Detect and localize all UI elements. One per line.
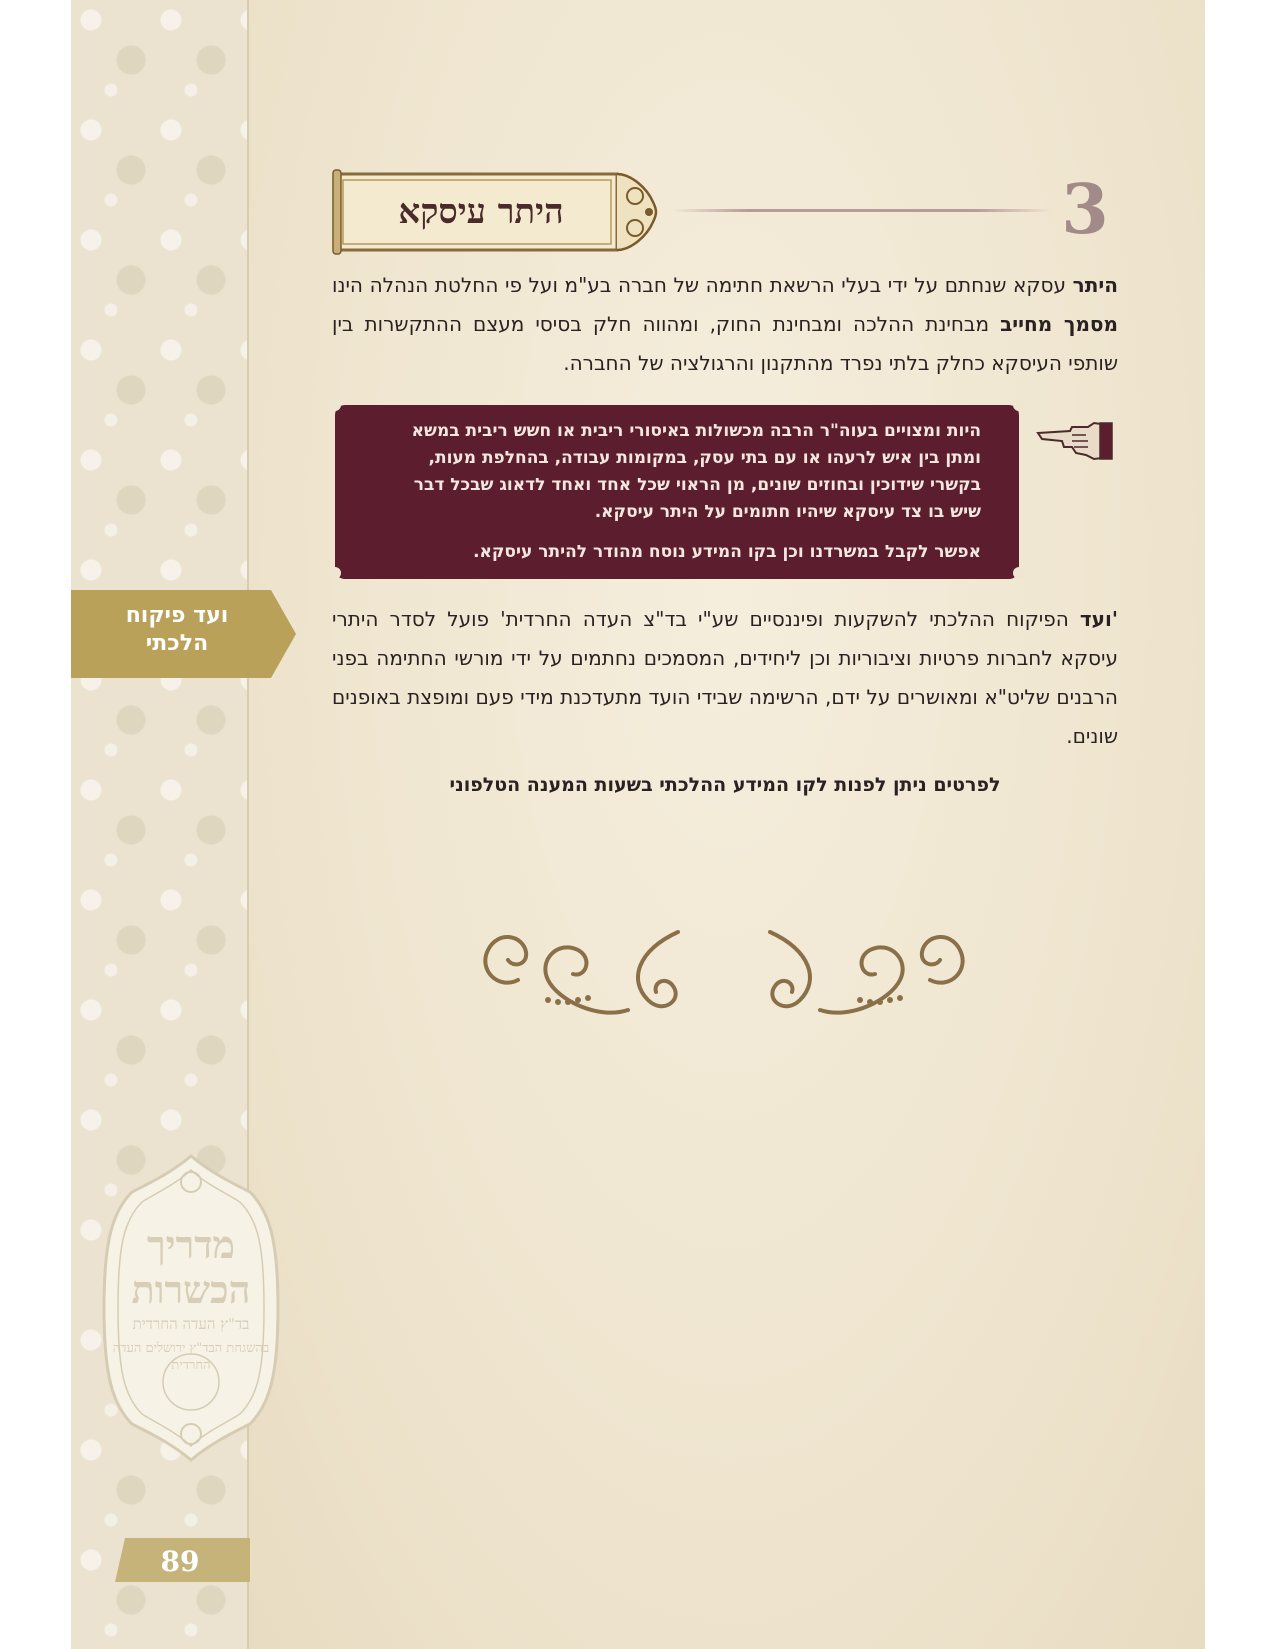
note-corner	[329, 567, 341, 579]
intro-bold-phrase: מסמך מחייב	[1000, 312, 1118, 336]
note-main-text: היות ומצויים בעוה"ר הרבה מכשולות באיסורי ריבית או חשש ריבית במשא ומתן בין איש לרעהו או עם בתי עסק, במקומות עבודה, בהחלפת מעות, בקשרי שידוכין ובחוזים שונים, מן הראוי שכל אחד ואחד לדאוג שבכל דבר שיש בו צד עיסקא שיהיו חתומים על היתר עיסקא.	[411, 421, 981, 522]
logo-title-line1: מדריך	[146, 1222, 236, 1267]
logo-subtitle: בד"ץ העדה החרדית	[132, 1315, 250, 1333]
committee-lead-word: 'ועד	[1079, 607, 1118, 631]
intro-text-1: עסקא שנחתם על ידי בעלי הרשאת חתימה של חברה בע"מ ועל פי החלטת הנהלה הינו	[332, 273, 1073, 297]
note-corner	[1013, 567, 1025, 579]
intro-lead-word: היתר	[1072, 273, 1118, 297]
note-secondary-text: אפשר לקבל במשרדנו וכן בקו המידע נוסח מהודר להיתר עיסקא.	[473, 542, 981, 562]
section-number: 3	[1061, 170, 1109, 250]
page-number: 89	[160, 1545, 200, 1578]
pointing-hand-icon	[1036, 417, 1116, 465]
title-rule	[672, 209, 1052, 212]
side-tab-line2: הלכתי	[145, 631, 209, 656]
committee-text: הפיקוח ההלכתי להשקעות ופיננסיים שע"י בד"צ העדה החרדית' פועל לסדר היתרי עיסקא לחברות פרטיות וציבוריות וכן ליחידים, המסמכים נחתמים על ידי מורשי החתימה בפני הרבנים שליט"א ומאושרים על ידם, הרשימה שבידי הועד מתעדכנת מידי פעם ומופצת באופנים שונים.	[332, 607, 1118, 748]
committee-paragraph	[332, 600, 1118, 756]
intro-paragraph	[332, 266, 1118, 383]
logo-seal-text: בהשגחת הבד"ץ ירושלים העדה החרדית	[112, 1341, 270, 1373]
intro-text-2: מבחינת ההלכה ומבחינת החוק, ומהווה חלק בסיסי מעצם ההתקשרות בין שותפי העיסקא כחלק בלתי נפרד מהתקנון והרגולציה של החברה.	[332, 312, 1118, 375]
details-line: לפרטים ניתן לפנות לקו המידע ההלכתי בשעות המענה הטלפוני	[449, 774, 1001, 796]
flourish-ornament-icon	[478, 920, 970, 1030]
side-tab-label	[82, 602, 272, 658]
side-tab-line1: ועד פיקוח	[125, 603, 229, 628]
section-title: היתר עיסקא	[398, 192, 564, 232]
logo-title-line2: הכשרות	[131, 1267, 251, 1312]
